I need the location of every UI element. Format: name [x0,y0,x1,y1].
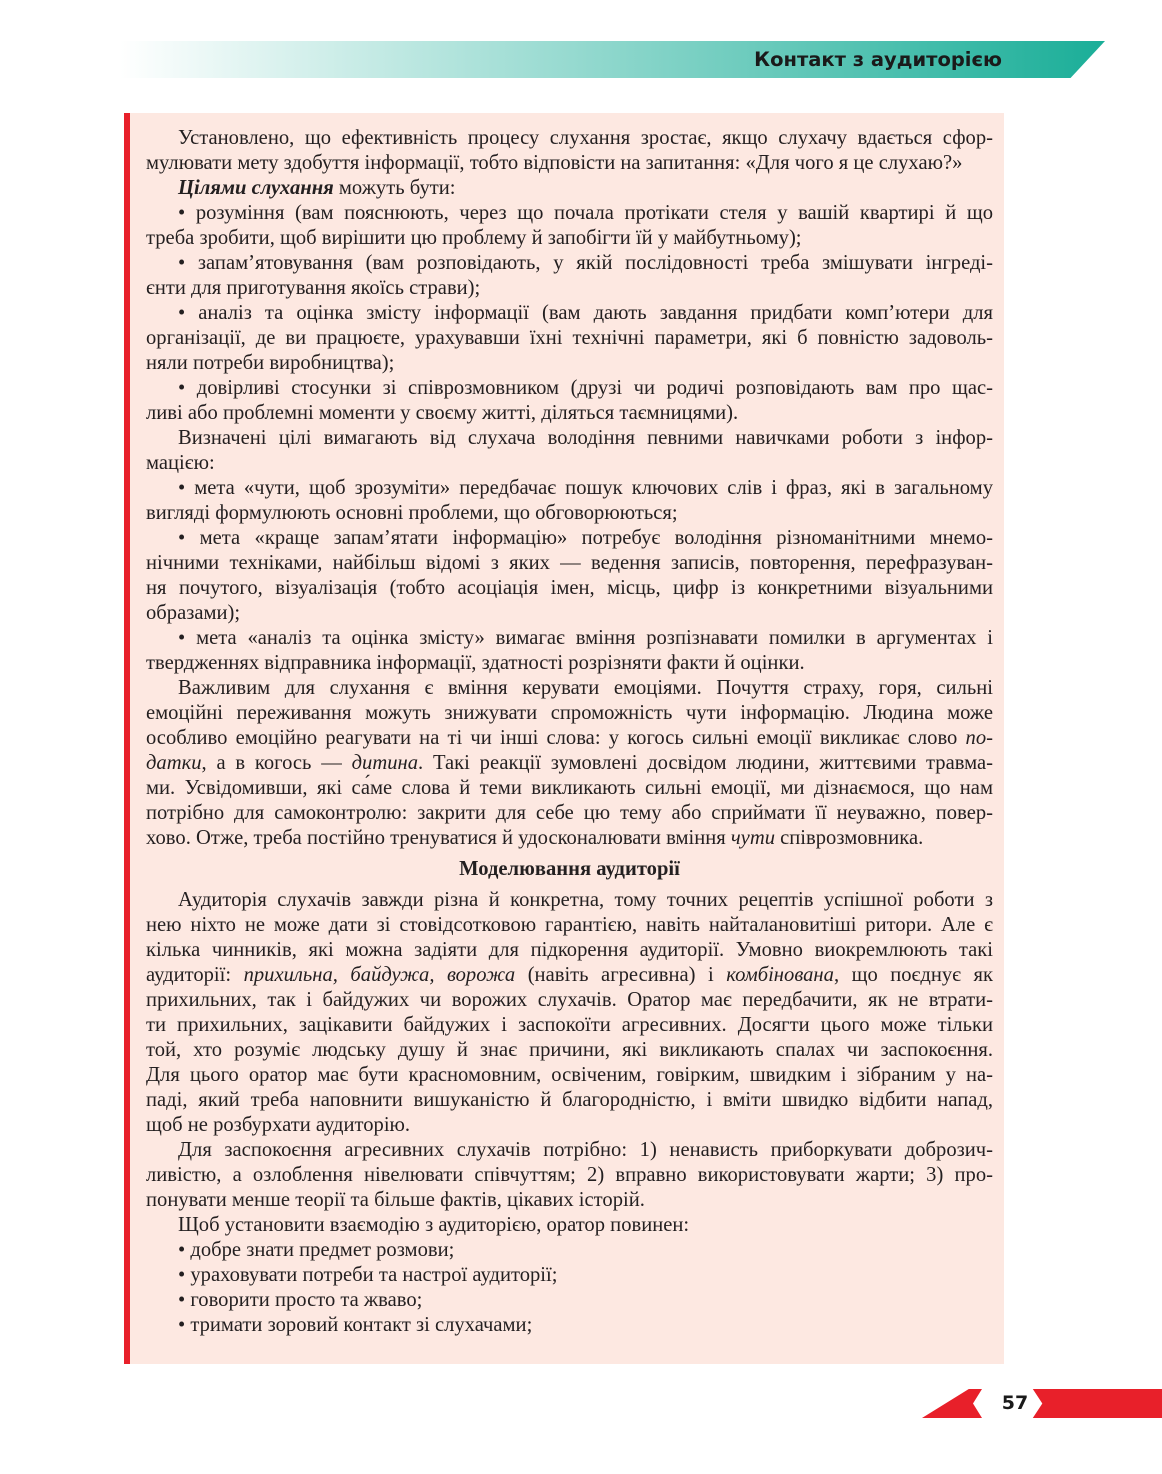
text-line: мулювати мету здобуття інформації, тобто відповісти на запитання: «Для чого я це слухаю?» [146,152,963,174]
text-line: ня почутого, візуалізація (тобто асоціація імен, місць, цифр із конкретними візуальними [146,577,993,599]
panel-accent-bar [124,113,130,1364]
text-line: образами); [146,602,241,624]
footer-accent-left [922,1389,982,1418]
term-emphasis: Цілями слухання [178,177,334,199]
text-line: Для цього оратор має бути красномовним, освіченим, говірким, швидким і зібраним у на- [146,1064,993,1086]
text-line: організації, де ви працюєте, урахувавши їхні технічні параметри, які б повністю задоволь- [146,327,993,349]
list-item: • довірливі стосунки зі співрозмовником (друзі чи родичі розповідають вам про щас- [178,377,993,399]
text-line: єнти для приготування якоїсь страви); [146,277,481,299]
content-panel [124,113,1004,1364]
text-line: ливі або проблемні моменти у своєму житті, діляться таємницями). [146,402,739,424]
italic-term: комбінована [726,964,834,986]
text-line: твердженнях відправника інформації, здатності розрізняти факти й оцінки. [146,652,805,674]
text-line: той, хто розуміє людську душу й знає причини, які викликають спалах чи заспокоєння. [146,1039,993,1061]
text-line: Установлено, що ефективність процесу слухання зростає, якщо слухачу вдається сфор- [178,127,993,149]
section-heading: Моделювання аудиторії [459,858,680,880]
text-line: понувати менше теорії та більше фактів, цікавих історій. [146,1189,645,1211]
text-line: кілька чинників, які можна задіяти для підкорення аудиторії. Умовно виокремлюють такі [146,939,993,961]
text-line: особливо емоційно реагувати на ті чи інші слова: у когось сильні емоції викликає слово по- [146,727,993,749]
text-line: датки, а в когось — дитина. Такі реакції зумовлені досвідом людини, життєвими травма- [146,752,993,774]
text-line: емоційні переживання можуть знижувати спроможність чути інформацію. Людина може [146,702,993,724]
text-line: нею ніхто не може дати зі стовідсотковою гарантією, навіть найталановитіші ритори. Але є [146,914,993,936]
text-line: аудиторії: прихильна, байдужа, ворожа (навіть агресивна) і комбінована, що поєднує як [146,964,993,986]
text-line: ливістю, а озлоблення нівелювати співчуттям; 2) вправно використовувати жарти; 3) про- [146,1164,993,1186]
italic-term: чути [730,827,775,849]
list-item: • тримати зоровий контакт зі слухачами; [178,1314,533,1336]
text-line: мацією: [146,452,215,474]
list-item: • мета «аналіз та оцінка змісту» вимагає вміння розпізнавати помилки в аргументах і [178,627,993,649]
text-line: ми. Усвідомивши, які са́ме слова й теми викликають сильні емоції, ми дізнаємося, що нам [146,777,993,799]
list-item: • розуміння (вам пояснюють, через що почала протікати стеля у вашій квартирі й що [178,202,993,224]
italic-term: дитина [351,752,419,774]
text-line: потрібно для самоконтролю: закрити для себе цю тему або сприймати її неуважно, повер- [146,802,993,824]
text-line: вигляді формулюють основні проблеми, що обговорюються; [146,502,678,524]
italic-term: датки [146,752,202,774]
italic-term: прихильна, байдужа, ворожа [243,964,516,986]
list-item: • мета «краще запам’ятати інформацію» потребує володіння різноманітними мнемо- [178,527,993,549]
text-line: Визначені цілі вимагають від слухача володіння певними навичками роботи з інфор- [178,427,993,449]
italic-term: по- [965,727,993,749]
list-item: • мета «чути, щоб зрозуміти» передбачає пошук ключових слів і фраз, які в загальному [178,477,993,499]
text-line: щоб не розбурхати аудиторію. [146,1114,411,1136]
text-line: прихильних, так і байдужих чи ворожих слухачів. Оратор має передбачити, як не втрати- [146,989,993,1011]
text-line: Для заспокоєння агресивних слухачів потрібно: 1) ненависть приборкувати доброзич- [178,1139,993,1161]
text-column [146,126,993,1338]
list-item: • аналіз та оцінка змісту інформації (вам дають завдання придбати комп’ютери для [178,302,993,324]
text-line: Важливим для слухання є вміння керувати емоціями. Почуття страху, горя, сильні [178,677,993,699]
list-item: • добре знати предмет розмови; [178,1239,455,1261]
list-item: • ураховувати потреби та настрої аудиторії; [178,1264,558,1286]
text-line: ти прихильних, зацікавити байдужих і заспокоїти агресивних. Досягти цього може тільки [146,1014,993,1036]
text-line: паді, який треба наповнити вишуканістю й благородністю, і вміти швидко відбити напад, [146,1089,993,1111]
text-line: хово. Отже, треба постійно тренуватися й удосконалювати вміння чути співрозмовника. [146,827,924,849]
text-line: треба зробити, щоб вирішити цю проблему й запобігти їй у майбутньому); [146,227,802,249]
text-line: нічними техніками, найбільш відомі з яких — ведення записів, повторення, перефразуван- [146,552,993,574]
text-line: Щоб установити взаємодію з аудиторією, оратор повинен: [178,1214,690,1236]
text-line: Аудиторія слухачів завжди різна й конкретна, тому точних рецептів успішної роботи з [178,889,993,911]
running-header-title: Контакт з аудиторією [754,48,1002,71]
page-number: 57 [1001,1392,1029,1414]
text-line: Цілями слухання можуть бути: [178,177,456,199]
footer-accent-right [1026,1389,1162,1418]
list-item: • запам’ятовування (вам розповідають, у якій послідовності треба змішувати інгреді- [178,252,993,274]
text-line: няли потреби виробництва); [146,352,395,374]
list-item: • говорити просто та жваво; [178,1289,423,1311]
